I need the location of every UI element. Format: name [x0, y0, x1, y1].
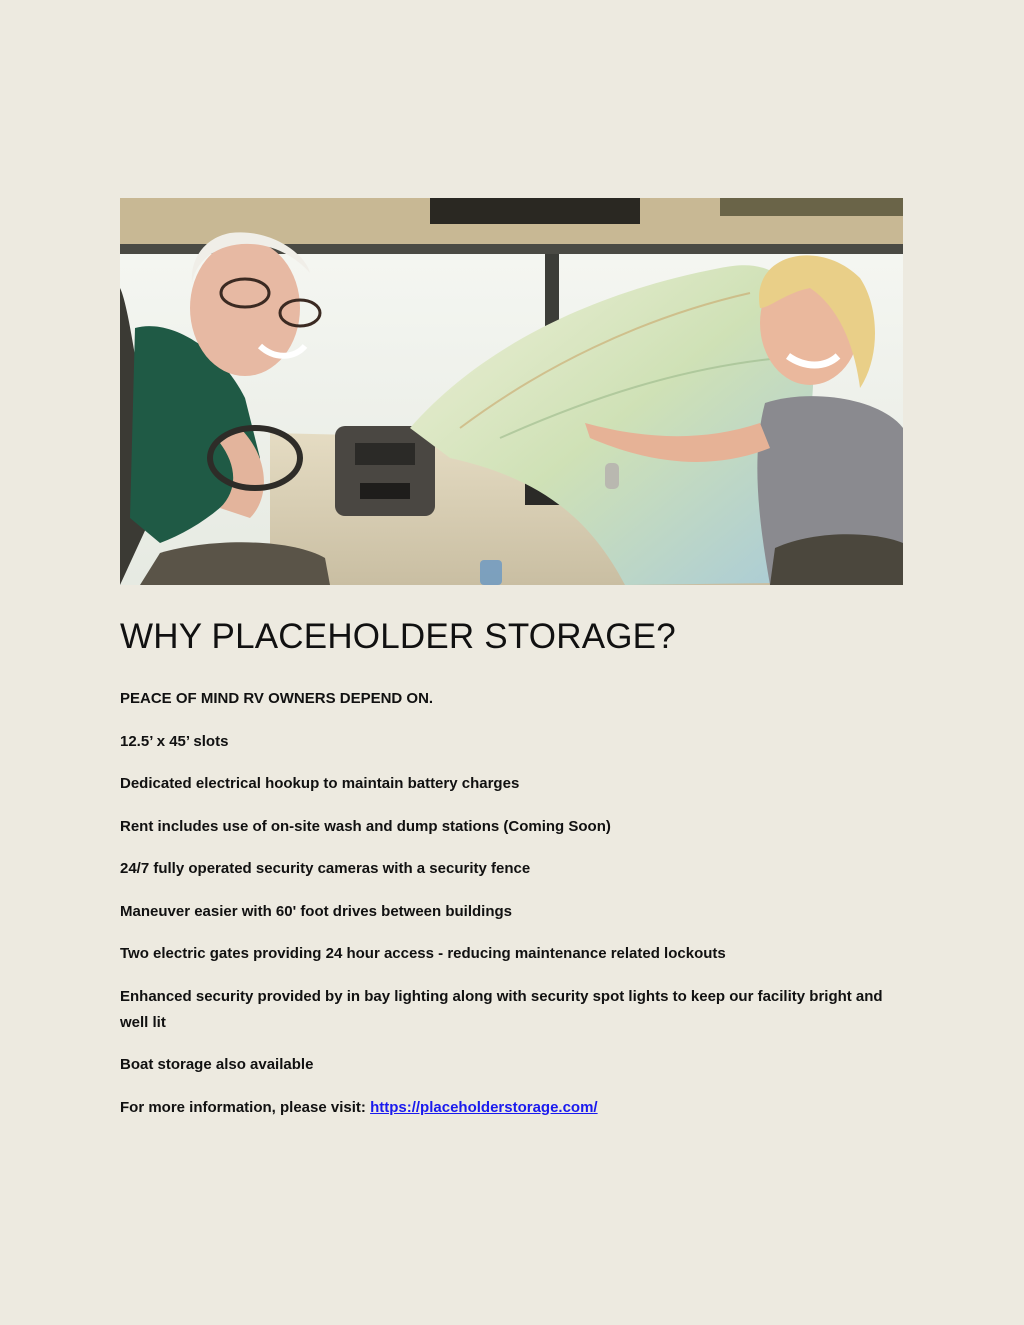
feature-security-lighting: Enhanced security provided by in bay lighting along with security spot lights to keep our facility bright and well lit	[120, 987, 883, 1031]
website-link[interactable]: https://placeholderstorage.com/	[370, 1098, 598, 1116]
feature-boat-storage: Boat storage also available	[120, 1056, 314, 1073]
tagline: PEACE OF MIND RV OWNERS DEPEND ON.	[120, 690, 434, 707]
feature-security-cameras: 24/7 fully operated security cameras with a security fence	[120, 860, 531, 877]
main-content	[120, 612, 910, 1137]
page-title: WHY PLACEHOLDER STORAGE?	[120, 617, 676, 656]
hero-photo	[120, 198, 903, 585]
feature-wide-drives: Maneuver easier with 60' foot drives between buildings	[120, 902, 512, 920]
feature-electric-gates: Two electric gates providing 24 hour access - reducing maintenance related lockouts	[120, 945, 726, 962]
feature-electrical-hookup: Dedicated electrical hookup to maintain battery charges	[120, 775, 520, 792]
rv-couple-photo	[120, 198, 903, 585]
feature-slot-size: 12.5’ x 45’ slots	[120, 732, 229, 750]
feature-wash-dump-stations: Rent includes use of on-site wash and dump stations (Coming Soon)	[120, 817, 611, 835]
more-info	[120, 1095, 910, 1121]
more-info-label: For more information, please visit:	[120, 1098, 371, 1116]
